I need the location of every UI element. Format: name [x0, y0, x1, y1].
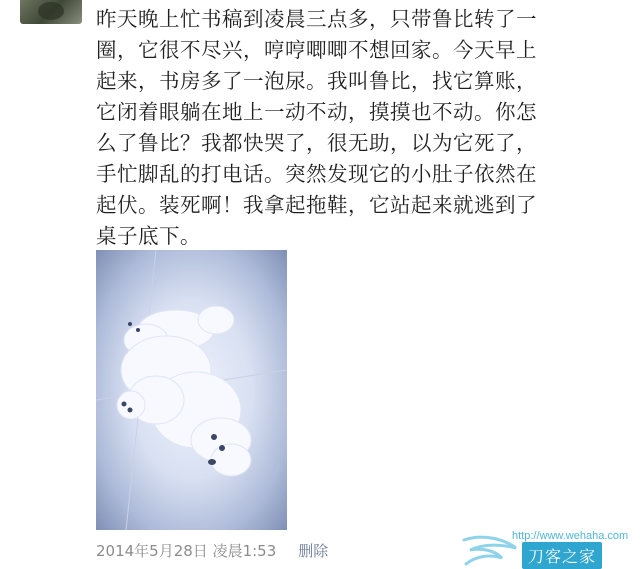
- dog-photo-icon: [96, 250, 287, 530]
- post-meta: [96, 538, 328, 562]
- post-text-line: 么了鲁比？我都快哭了，很无助，以为它死了，: [96, 131, 537, 155]
- watermark-url: http://www.wehaha.com: [512, 530, 629, 542]
- watermark-brand: 刀客之家: [522, 542, 602, 569]
- post-text-line: 圈，它很不尽兴，哼哼唧唧不想回家。今天早上: [96, 38, 537, 62]
- avatar[interactable]: [20, 0, 82, 24]
- post-text-line: 桌子底下。: [96, 224, 201, 248]
- watermark: [462, 528, 640, 568]
- post-text-line: 起来，书房多了一泡尿。我叫鲁比，找它算账，: [96, 69, 537, 93]
- post-text-line: 手忙脚乱的打电话。突然发现它的小肚子依然在: [96, 162, 537, 186]
- delete-link[interactable]: 删除: [298, 541, 329, 560]
- post-photo[interactable]: [96, 250, 287, 530]
- post-text-line: 昨天晚上忙书稿到凌晨三点多，只带鲁比转了一: [96, 7, 537, 31]
- post-text-line: 起伏。装死啊！我拿起拖鞋，它站起来就逃到了: [96, 193, 537, 217]
- avatar-icon: [38, 2, 64, 20]
- post-timestamp: 2014年5月28日 凌晨1:53: [96, 541, 277, 560]
- post-text-line: 它闭着眼躺在地上一动不动，摸摸也不动。你怎: [96, 100, 537, 124]
- watermark-logo-icon: [462, 534, 518, 566]
- post-text: [96, 4, 632, 252]
